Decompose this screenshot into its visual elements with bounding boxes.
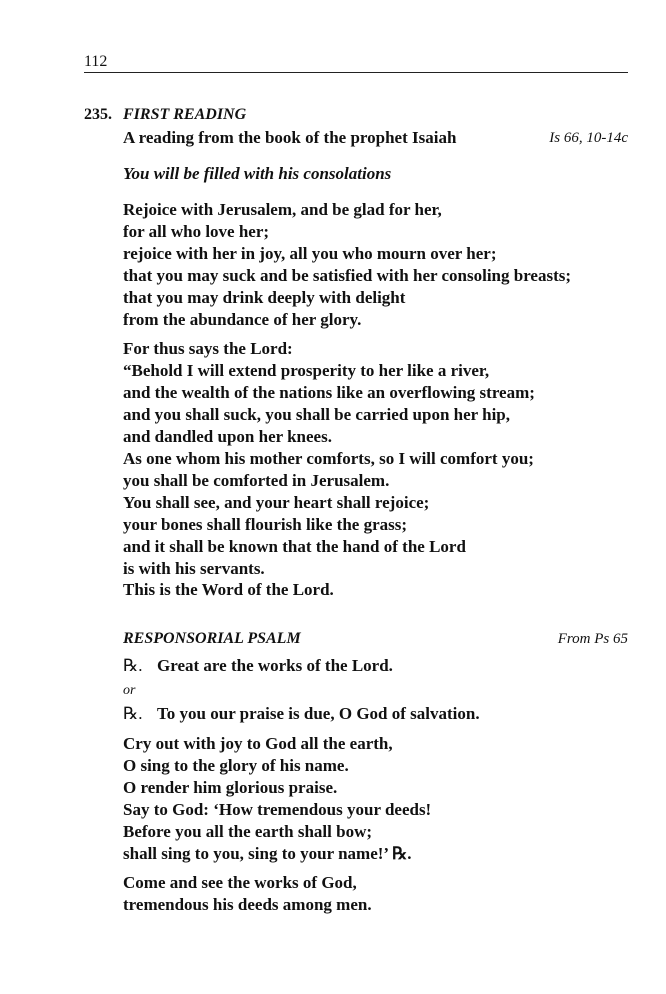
reading-stanza-1 <box>123 199 571 331</box>
psalm-response-2 <box>123 704 480 724</box>
header-rule <box>84 72 628 73</box>
verse-line: rejoice with her in joy, all you who mourn over her; <box>123 244 497 263</box>
psalm-or: or <box>123 683 136 698</box>
verse-line: and the wealth of the nations like an overflowing stream; <box>123 383 535 402</box>
verse-line: tremendous his deeds among men. <box>123 895 372 914</box>
verse-line: that you may drink deeply with delight <box>123 288 406 307</box>
reading-subtitle: You will be filled with his consolations <box>123 164 392 183</box>
verse-line: and dandled upon her knees. <box>123 427 332 446</box>
reading-title: A reading from the book of the prophet Isaiah <box>123 128 457 147</box>
verse-line: your bones shall flourish like the grass; <box>123 515 408 534</box>
verse-line: Cry out with joy to God all the earth, <box>123 734 393 753</box>
response-symbol: ℞. <box>123 704 143 723</box>
psalm-response-1 <box>123 656 393 676</box>
verse-line: shall sing to you, sing to your name!’ ℞. <box>123 844 412 863</box>
response-text: Great are the works of the Lord. <box>157 656 393 675</box>
verse-line: O render him glorious praise. <box>123 778 338 797</box>
verse-line: O sing to the glory of his name. <box>123 756 349 775</box>
verse-line: For thus says the Lord: <box>123 339 293 358</box>
reading-number: 235. <box>84 106 112 123</box>
psalm-stanza-2 <box>123 872 372 916</box>
psalm-stanza-1 <box>123 733 431 865</box>
psalm-heading: RESPONSORIAL PSALM <box>123 630 301 647</box>
verse-line: Say to God: ‘How tremendous your deeds! <box>123 800 432 819</box>
verse-line: from the abundance of her glory. <box>123 310 362 329</box>
psalm-citation: From Ps 65 <box>557 631 628 647</box>
reading-citation: Is 66, 10-14c <box>549 130 628 146</box>
verse-line: you shall be comforted in Jerusalem. <box>123 471 390 490</box>
page-number: 112 <box>84 53 108 70</box>
verse-line: Come and see the works of God, <box>123 873 357 892</box>
verse-line: is with his servants. <box>123 559 265 578</box>
reading-stanza-2 <box>123 338 535 580</box>
verse-line: Rejoice with Jerusalem, and be glad for her, <box>123 200 442 219</box>
verse-line: and it shall be known that the hand of the Lord <box>123 537 466 556</box>
verse-line: that you may suck and be satisfied with her consoling breasts; <box>123 266 572 285</box>
reading-closing: This is the Word of the Lord. <box>123 580 334 599</box>
verse-line: and you shall suck, you shall be carried upon her hip, <box>123 405 511 424</box>
verse-line: As one whom his mother comforts, so I will comfort you; <box>123 449 534 468</box>
response-symbol: ℞. <box>123 656 143 675</box>
verse-line: You shall see, and your heart shall rejoice; <box>123 493 430 512</box>
verse-line: “Behold I will extend prosperity to her like a river, <box>123 361 490 380</box>
verse-line: for all who love her; <box>123 222 270 241</box>
response-text: To you our praise is due, O God of salvation. <box>157 704 480 723</box>
verse-line: Before you all the earth shall bow; <box>123 822 373 841</box>
first-reading-heading: FIRST READING <box>123 106 247 123</box>
